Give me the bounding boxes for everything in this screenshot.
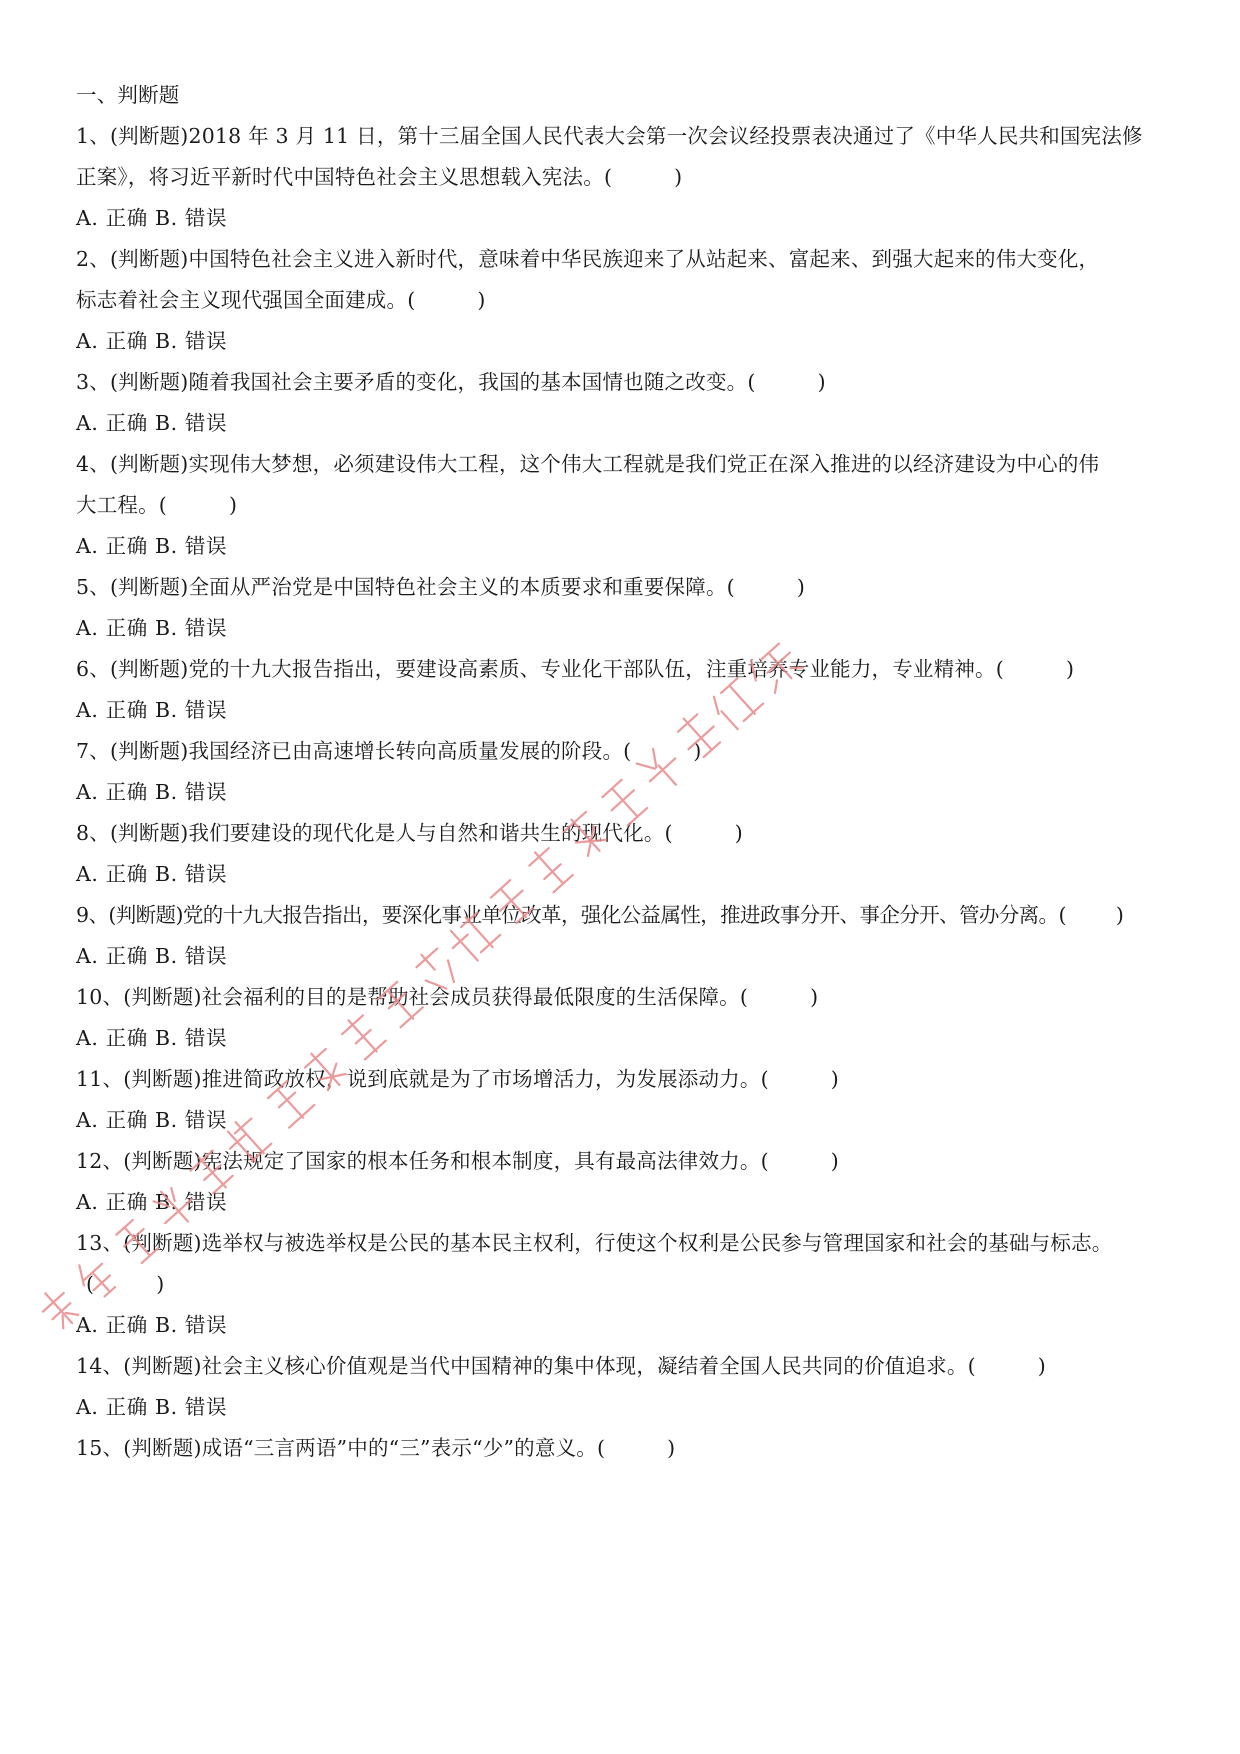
question-3-options: A. 正确 B. 错误 — [76, 411, 228, 435]
question-4-options: A. 正确 B. 错误 — [76, 534, 228, 558]
question-9-options: A. 正确 B. 错误 — [76, 944, 228, 968]
question-3-line-1: 3、(判断题)随着我国社会主要矛盾的变化，我国的基本国情也随之改变。( ) — [76, 370, 826, 394]
question-15-line-1: 15、(判断题)成语“三言两语”中的“三”表示“少”的意义。( ) — [76, 1436, 676, 1460]
question-10-options: A. 正确 B. 错误 — [76, 1026, 228, 1050]
question-14-options: A. 正确 B. 错误 — [76, 1395, 228, 1419]
question-6-line-1: 6、(判断题)党的十九大报告指出，要建设高素质、专业化干部队伍，注重培养专业能力，专业精神。( ) — [76, 657, 1075, 681]
question-12-line-1: 12、(判断题)宪法规定了国家的根本任务和根本制度，具有最高法律效力。( ) — [76, 1149, 839, 1173]
question-5-options: A. 正确 B. 错误 — [76, 616, 228, 640]
question-13-line-2: ( ) — [86, 1272, 165, 1296]
question-2-line-2: 标志着社会主义现代强国全面建成。( ) — [76, 288, 486, 312]
question-4-line-1: 4、(判断题)实现伟大梦想，必须建设伟大工程，这个伟大工程就是我们党正在深入推进的以经济建设为中心的伟 — [76, 452, 1100, 476]
question-1-options: A. 正确 B. 错误 — [76, 206, 228, 230]
question-6-options: A. 正确 B. 错误 — [76, 698, 228, 722]
question-7-options: A. 正确 B. 错误 — [76, 780, 228, 804]
section-title: 一、判断题 — [76, 83, 180, 107]
question-13-options: A. 正确 B. 错误 — [76, 1313, 228, 1337]
question-4-line-2: 大工程。( ) — [76, 493, 238, 517]
question-11-line-1: 11、(判断题)推进简政放权，说到底就是为了市场增活力，为发展添动力。( ) — [76, 1067, 839, 1091]
question-2-line-1: 2、(判断题)中国特色社会主义进入新时代，意味着中华民族迎来了从站起来、富起来、到强大起来的伟大变化， — [76, 247, 1100, 271]
question-2-options: A. 正确 B. 错误 — [76, 329, 228, 353]
question-14-line-1: 14、(判断题)社会主义核心价值观是当代中国精神的集中体现，凝结着全国人民共同的价值追求。( ) — [76, 1354, 1046, 1378]
question-1-line-2: 正案》，将习近平新时代中国特色社会主义思想载入宪法。( ) — [76, 165, 683, 189]
question-12-options: A. 正确 B. 错误 — [76, 1190, 228, 1214]
question-5-line-1: 5、(判断题)全面从严治党是中国特色社会主义的本质要求和重要保障。( ) — [76, 575, 806, 599]
question-8-line-1: 8、(判断题)我们要建设的现代化是人与自然和谐共生的现代化。( ) — [76, 821, 743, 845]
question-7-line-1: 7、(判断题)我国经济已由高速增长转向高质量发展的阶段。( ) — [76, 739, 702, 763]
question-11-options: A. 正确 B. 错误 — [76, 1108, 228, 1132]
question-10-line-1: 10、(判断题)社会福利的目的是帮助社会成员获得最低限度的生活保障。( ) — [76, 985, 819, 1009]
question-1-line-1: 1、(判断题)2018 年 3 月 11 日，第十三届全国人民代表大会第一次会议经投票表决通过了《中华人民共和国宪法修 — [76, 124, 1143, 148]
question-8-options: A. 正确 B. 错误 — [76, 862, 228, 886]
question-13-line-1: 13、(判断题)选举权与被选举权是公民的基本民主权利，行使这个权利是公民参与管理国家和社会的基础与标志。 — [76, 1231, 1113, 1255]
question-9-line-1: 9、(判断题)党的十九大报告指出，要深化事业单位改革，强化公益属性，推进政事分开、事企分开、管办分离。( ) — [76, 903, 1124, 927]
